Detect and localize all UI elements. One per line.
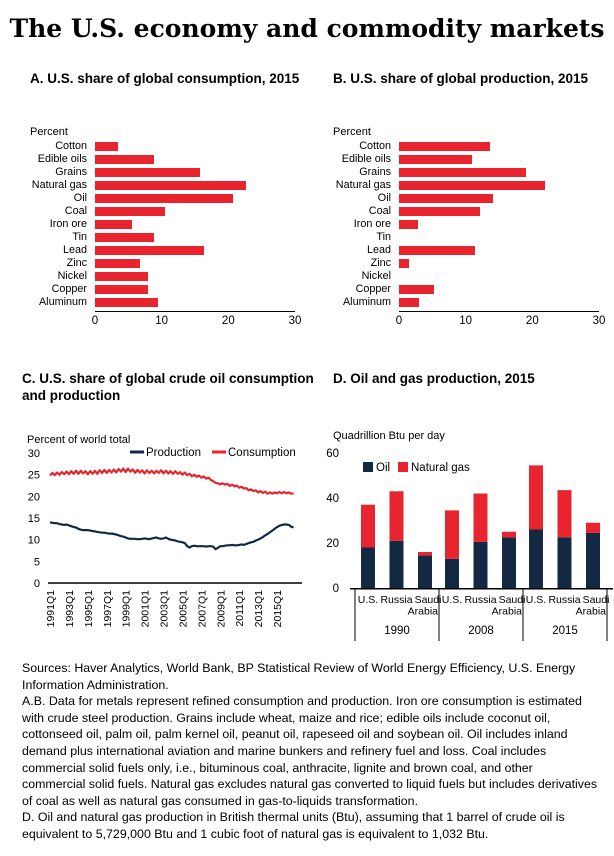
country-label: U.S.: [441, 594, 463, 606]
footer-note-ab: A.B. Data for metals represent refined consumption and production. Iron ore consumption is estimated with crude steel production. Grains include wheat, maize and rice; edible oils include coconut oil, cottonseed oil, palm oil, palm kernel oil, peanut oil, rapeseed oil and soybean oil. Oil includes inland demand plus international aviation and marine bunkers and refinery fuel and loss. Coal includes commercial solid fuels only, i.e., bituminous coal, anthracite, lignite and brown coal, and other commercial solid fuels. Natural gas excludes natural gas converted to liquid fuels but includes derivatives of coal as well as natural gas consumed in gas-to-liquids transformation.: [22, 694, 598, 808]
panel-a-unit-label: Percent: [30, 126, 68, 138]
x-tick-label: 1995Q1: [82, 590, 95, 628]
category-label: Lead: [366, 244, 391, 256]
bar-track: [95, 166, 295, 179]
bar: [95, 259, 140, 268]
legend-gas-label: Natural gas: [411, 462, 470, 474]
bar: [95, 246, 204, 255]
category-label: Coal: [368, 205, 391, 217]
bar-track: [399, 296, 599, 309]
natural-gas-segment: [390, 491, 404, 541]
y-tick-label: 60: [326, 448, 339, 460]
category-label: Natural gas: [335, 179, 391, 191]
bar-row: [333, 270, 607, 283]
natural-gas-segment: [502, 532, 516, 538]
footer-sources: Sources: Haver Analytics, World Bank, BP Statistical Review of World Energy Efficiency, U.S. Energy Information Administration.: [22, 661, 576, 692]
bar: [95, 233, 154, 242]
x-tick-label: 2007Q1: [196, 590, 209, 628]
chart-b-bars: [333, 140, 607, 330]
bar: [399, 181, 545, 190]
oil-segment: [558, 537, 572, 588]
category-label: Tin: [376, 231, 391, 243]
bar-track: [95, 283, 295, 296]
bar-track: [95, 140, 295, 153]
natural-gas-segment: [445, 510, 459, 558]
bar-row: [30, 296, 310, 309]
category-label: Nickel: [57, 270, 87, 282]
bar: [95, 220, 132, 229]
x-tick-label: 0: [395, 315, 403, 327]
y-tick-label: 30: [27, 448, 40, 460]
y-tick-label: 40: [326, 493, 339, 505]
category-label: Tin: [72, 231, 87, 243]
category-label: Zinc: [370, 257, 391, 269]
legend-production-label: Production: [146, 447, 201, 459]
country-label: Russia: [548, 594, 581, 606]
x-tick-label: 1999Q1: [120, 590, 133, 628]
x-axis-ticks: [30, 315, 310, 330]
bar: [95, 181, 246, 190]
line-chart-svg: [22, 444, 310, 636]
category-label: Zinc: [66, 257, 87, 269]
country-label: Saudi: [582, 594, 610, 606]
category-label: Grains: [359, 166, 391, 178]
country-label: Russia: [464, 594, 497, 606]
legend-consumption-label: Consumption: [228, 447, 296, 459]
bar-row: [30, 257, 310, 270]
oil-segment: [474, 542, 488, 588]
natural-gas-segment: [558, 490, 572, 537]
x-tick-label: 1993Q1: [63, 590, 76, 628]
bar: [95, 142, 118, 151]
bar-track: [95, 244, 295, 257]
panel-d-unit-label: Quadrillion Btu per day: [333, 430, 445, 442]
bar: [399, 194, 493, 203]
panel-d-title: D. Oil and gas production, 2015: [333, 371, 535, 386]
figure-title: The U.S. economy and commodity markets: [9, 14, 605, 43]
bar: [399, 207, 480, 216]
bar-track: [399, 270, 599, 283]
x-tick-label: 10: [155, 315, 169, 327]
bar-track: [95, 231, 295, 244]
country-label: Russia: [380, 594, 413, 606]
bar: [399, 155, 472, 164]
legend-oil-label: Oil: [376, 462, 391, 474]
bar-row: [333, 244, 607, 257]
y-tick-label: 20: [27, 491, 40, 504]
footer-notes: [22, 660, 598, 843]
production-line: [50, 522, 294, 549]
x-tick-label: 2013Q1: [253, 590, 266, 628]
x-tick-label: 1997Q1: [101, 590, 114, 628]
chart-a-bars: [30, 140, 310, 330]
category-label: Natural gas: [31, 179, 87, 191]
country-label: U.S.: [525, 594, 547, 606]
bar-track: [399, 218, 599, 231]
bar-track: [95, 153, 295, 166]
bar: [95, 155, 154, 164]
bar-row: [333, 205, 607, 218]
bar-track: [399, 257, 599, 270]
oil-segment: [361, 548, 375, 589]
natural-gas-segment: [361, 505, 375, 548]
bar: [399, 168, 526, 177]
bar-row: [30, 153, 310, 166]
bar-row: [333, 179, 607, 192]
category-label: Edible oils: [341, 153, 391, 165]
natural-gas-segment: [418, 552, 432, 555]
bar: [399, 285, 434, 294]
country-label-line2: Arabia: [407, 605, 438, 618]
bar-row: [30, 179, 310, 192]
bar-row: [30, 166, 310, 179]
bar: [399, 259, 409, 268]
oil-segment: [390, 541, 404, 588]
category-label: Cotton: [55, 140, 87, 152]
y-tick-label: 0: [332, 583, 339, 595]
bar-track: [399, 192, 599, 205]
x-tick-label: 30: [288, 315, 302, 327]
bar-row: [333, 153, 607, 166]
x-tick-label: 2005Q1: [177, 590, 190, 628]
bar-row: [333, 296, 607, 309]
bar: [399, 142, 490, 151]
y-tick-label: 10: [27, 534, 40, 547]
y-tick-label: 25: [27, 469, 40, 482]
category-label: Aluminum: [38, 296, 87, 308]
bar-row: [30, 244, 310, 257]
bar-track: [399, 205, 599, 218]
bar: [95, 194, 233, 203]
x-tick-label: 0: [91, 315, 99, 327]
bar-track: [399, 179, 599, 192]
bar-row: [30, 192, 310, 205]
panel-b-unit-label: Percent: [333, 126, 371, 138]
oil-segment: [529, 530, 543, 589]
y-tick-label: 0: [33, 578, 40, 590]
bar-track: [95, 179, 295, 192]
x-axis-line: [399, 311, 599, 312]
category-label: Nickel: [361, 270, 391, 282]
chart-c-line-chart: [22, 444, 310, 641]
panel-b-title: B. U.S. share of global production, 2015: [333, 71, 589, 86]
oil-segment: [502, 537, 516, 588]
bar-row: [333, 231, 607, 244]
category-label: Edible oils: [37, 153, 87, 165]
bar-row: [333, 283, 607, 296]
footer-note-d: D. Oil and natural gas production in British thermal units (Btu), assuming that 1 barrel of crude oil is equivalent to 5,729,000 Btu and 1 cubic foot of natural gas is equivalent to 1,032 Btu.: [22, 810, 565, 841]
y-tick-label: 15: [27, 513, 40, 525]
x-tick-label: 2009Q1: [215, 590, 228, 628]
oil-segment: [445, 559, 459, 588]
category-label: Aluminum: [342, 296, 391, 308]
panel-c-unit-label: Percent of world total: [27, 434, 131, 446]
bar-row: [333, 257, 607, 270]
category-label: Cotton: [359, 140, 391, 152]
x-tick-label: 20: [221, 315, 235, 327]
bar: [95, 285, 148, 294]
bar-track: [399, 244, 599, 257]
bar-track: [95, 218, 295, 231]
bar: [95, 168, 200, 177]
bar-track: [95, 192, 295, 205]
category-label: Lead: [62, 244, 87, 256]
category-label: Oil: [73, 192, 87, 204]
y-tick-label: 5: [33, 556, 40, 569]
category-label: Oil: [377, 192, 391, 204]
country-label-line2: Arabia: [575, 605, 606, 618]
bar-row: [333, 166, 607, 179]
category-label: Grains: [55, 166, 87, 178]
x-tick-label: 1991Q1: [45, 590, 57, 628]
x-axis-line: [95, 311, 295, 312]
bar-track: [399, 166, 599, 179]
x-tick-label: 10: [459, 315, 473, 327]
category-label: Iron ore: [49, 218, 87, 230]
bar-row: [30, 218, 310, 231]
country-label-line2: Arabia: [491, 605, 522, 618]
bar: [95, 272, 148, 281]
category-label: Copper: [51, 283, 87, 295]
year-label: 2008: [468, 625, 494, 637]
legend-gas-swatch: [398, 462, 408, 472]
bar-row: [30, 231, 310, 244]
category-label: Copper: [355, 283, 391, 295]
bar-track: [95, 296, 295, 309]
x-axis-ticks: [333, 315, 607, 330]
natural-gas-segment: [529, 465, 543, 529]
x-tick-label: 2015Q1: [272, 590, 285, 628]
bar: [399, 298, 419, 307]
x-tick-label: 2001Q1: [139, 590, 152, 628]
natural-gas-segment: [474, 494, 488, 542]
consumption-line: [50, 469, 294, 494]
country-label: Saudi: [414, 594, 442, 606]
year-label: 2015: [552, 625, 578, 637]
panel-a-title: A. U.S. share of global consumption, 2015: [30, 71, 300, 86]
y-tick-label: 20: [326, 538, 339, 550]
x-tick-label: 30: [592, 315, 606, 327]
bar: [95, 298, 158, 307]
legend-oil-swatch: [363, 462, 373, 472]
bar: [399, 220, 418, 229]
bar-track: [399, 283, 599, 296]
bar-row: [333, 218, 607, 231]
country-label: Saudi: [498, 594, 526, 606]
bar-track: [95, 270, 295, 283]
bar-row: [30, 283, 310, 296]
stacked-bar-svg: [325, 448, 614, 646]
bar-row: [30, 140, 310, 153]
chart-d-stacked-bars: [325, 448, 614, 651]
oil-segment: [418, 555, 432, 588]
x-tick-label: 2003Q1: [158, 590, 171, 628]
category-label: Iron ore: [353, 218, 391, 230]
bar-row: [333, 192, 607, 205]
year-label: 1990: [384, 625, 410, 637]
bar-row: [30, 270, 310, 283]
bar: [399, 246, 475, 255]
bar-track: [399, 231, 599, 244]
x-tick-label: 20: [525, 315, 539, 327]
bar-track: [95, 257, 295, 270]
x-tick-label: 2011Q1: [234, 590, 247, 627]
bar-track: [399, 153, 599, 166]
bar-row: [30, 205, 310, 218]
oil-segment: [586, 533, 600, 588]
bar-track: [399, 140, 599, 153]
natural-gas-segment: [586, 523, 600, 533]
bar-track: [95, 205, 295, 218]
panel-c-title: C. U.S. share of global crude oil consumption and production: [22, 371, 314, 403]
bar: [95, 207, 165, 216]
category-label: Coal: [64, 205, 87, 217]
bar-row: [333, 140, 607, 153]
country-label: U.S.: [357, 594, 379, 606]
